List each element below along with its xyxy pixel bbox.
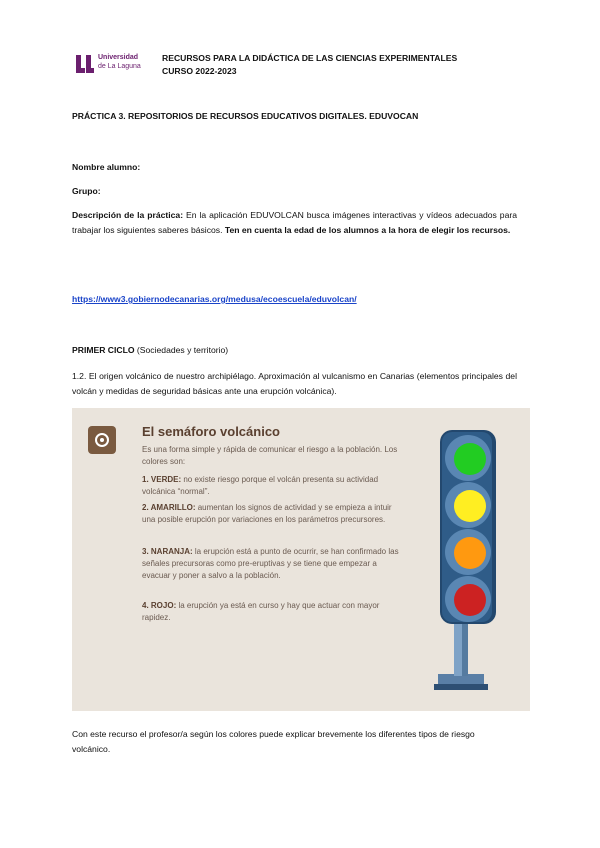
lamp-red bbox=[454, 584, 486, 616]
description-text: En la aplicación EDUVOLCAN busca imágenes interactivas y vídeos adecuados para trabajar los siguientes saberes básicos. bbox=[72, 210, 517, 235]
description-emphasis: Ten en cuenta la edad de los alumnos a la hora de elegir los recursos. bbox=[224, 225, 511, 235]
university-logo bbox=[76, 52, 156, 76]
eduvolcan-link[interactable] bbox=[72, 292, 357, 307]
traffic-light-icon bbox=[428, 428, 514, 698]
lamp-green bbox=[454, 443, 486, 475]
volcano-badge-icon bbox=[88, 426, 116, 454]
risk-item-green: 1. VERDE: no existe riesgo porque el volcán presenta su actividad volcánica “normal”. bbox=[142, 475, 379, 497]
lamp-yellow bbox=[454, 490, 486, 522]
cycle-sub: (Sociedades y territorio) bbox=[134, 345, 229, 355]
course-year: CURSO 2022-2023 bbox=[162, 66, 237, 76]
university-name: Universidad bbox=[98, 54, 139, 61]
volcanic-semaphore-image bbox=[72, 408, 530, 711]
closing-text: Con este recurso el profesor/a según los colores puede explicar brevemente los diferentes tipos de riesgo volcánico. bbox=[72, 729, 475, 754]
lamp-orange bbox=[454, 537, 486, 569]
infobox-intro: Es una forma simple y rápida de comunicar el riesgo a la población. Los colores son: bbox=[142, 445, 398, 466]
risk-item-yellow: 2. AMARILLO: aumentan los signos de actividad y se empieza a intuir una posible erupción por variaciones en los parámetros precursores. bbox=[142, 503, 392, 525]
risk-item-orange: 3. NARANJA: la erupción está a punto de ocurrir, se han confirmado las señales precursoras como pre-eruptivas y se tiene que empezar a evacuar y poner a salvo a la población. bbox=[142, 547, 399, 581]
university-name-2: de La Laguna bbox=[98, 63, 141, 70]
practice-title: PRÁCTICA 3. REPOSITORIOS DE RECURSOS EDUCATIVOS DIGITALES. EDUVOCAN bbox=[72, 111, 419, 121]
logo-mark-icon bbox=[76, 55, 94, 73]
student-name-label: Nombre alumno: bbox=[72, 162, 141, 172]
header-title bbox=[162, 52, 457, 78]
course-title: RECURSOS PARA LA DIDÁCTICA DE LAS CIENCIAS EXPERIMENTALES bbox=[162, 53, 458, 63]
infobox-title: El semáforo volcánico bbox=[142, 424, 280, 439]
risk-item-red: 4. ROJO: la erupción ya está en curso y hay que actuar con mayor rapidez. bbox=[142, 601, 380, 623]
objective-text: 1.2. El origen volcánico de nuestro archipiélago. Aproximación al vulcanismo en Canarias (elementos principales del volcán y medidas de seguridad básicas ante una erupción volcánica). bbox=[72, 371, 517, 396]
group-label: Grupo: bbox=[72, 186, 101, 196]
description-label: Descripción de la práctica: bbox=[72, 210, 184, 220]
document-header bbox=[76, 50, 556, 82]
cycle-label: PRIMER CICLO bbox=[72, 345, 135, 355]
practice-description bbox=[72, 208, 517, 238]
cycle-heading bbox=[72, 343, 228, 358]
eduvolcan-link-text[interactable]: https://www3.gobiernodecanarias.org/medusa/ecoescuela/eduvolcan/ bbox=[72, 294, 357, 304]
